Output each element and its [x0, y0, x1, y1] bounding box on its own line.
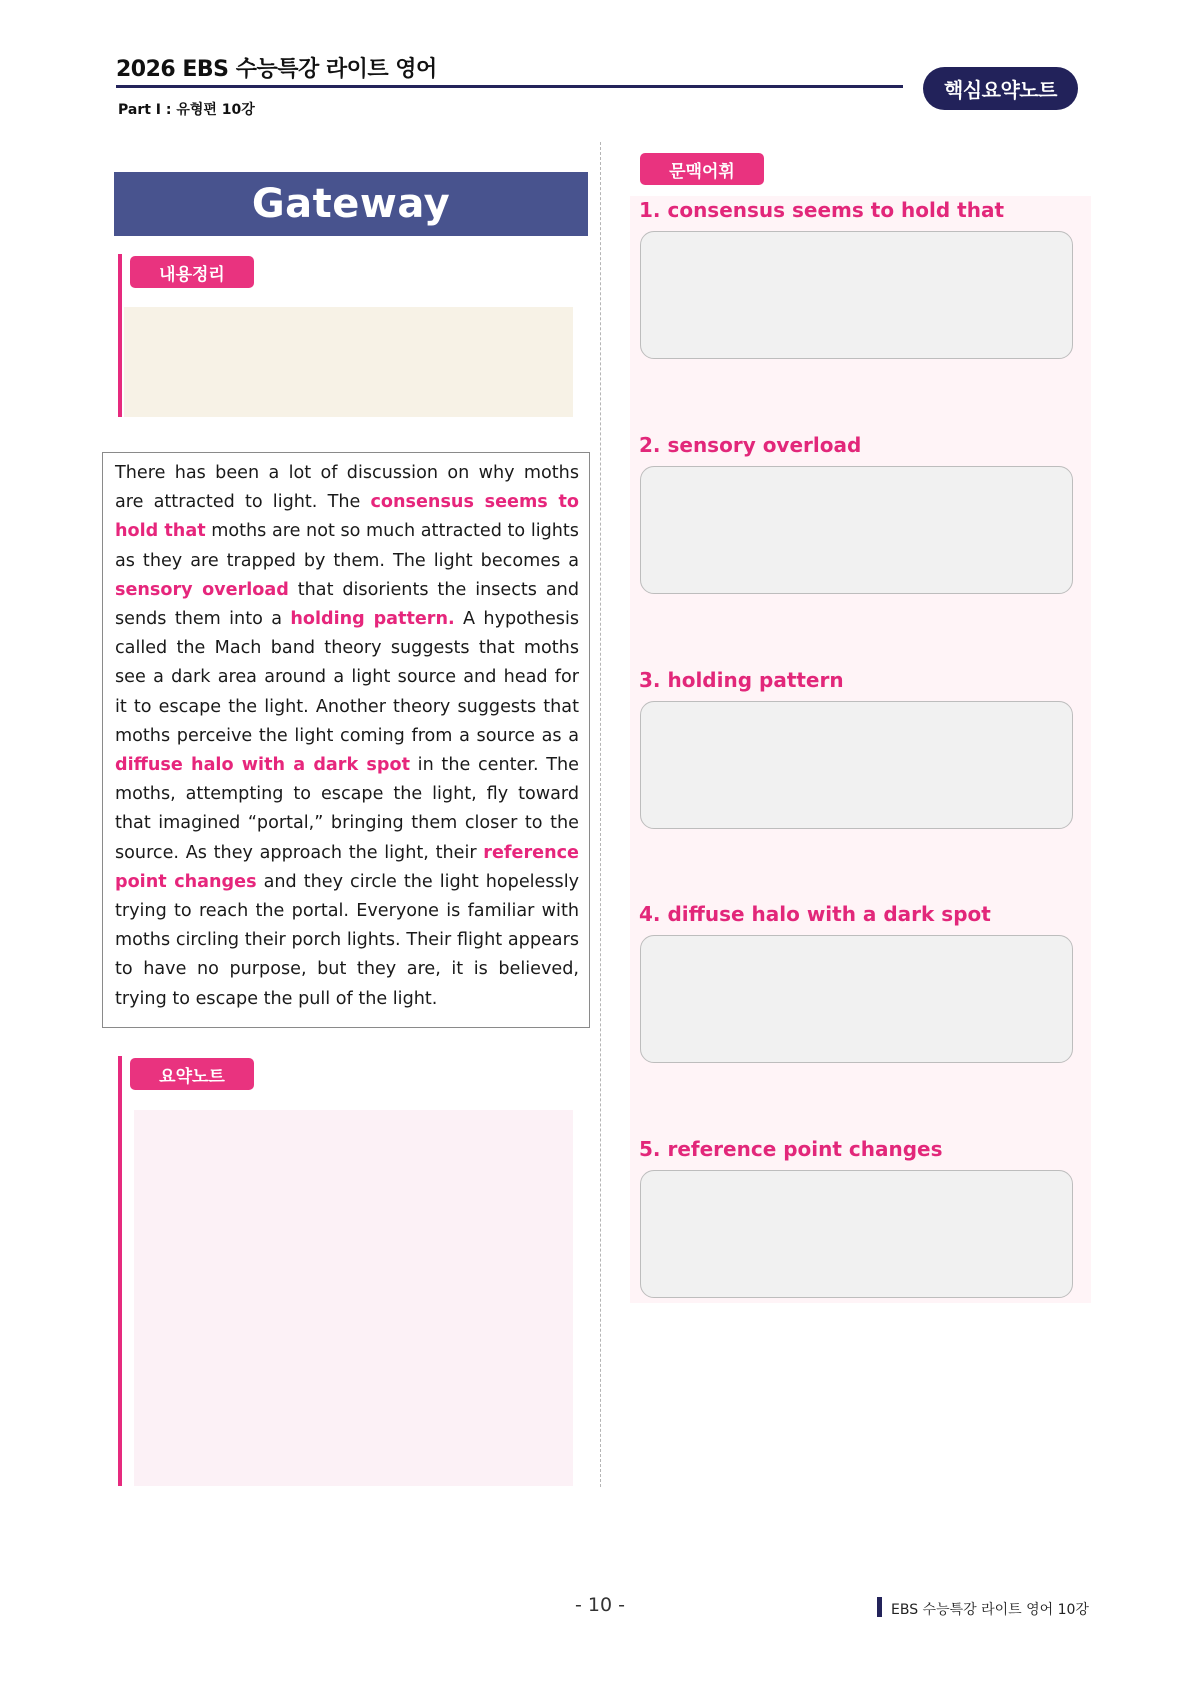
header-rule	[116, 85, 903, 88]
vocab-answer-box[interactable]	[640, 231, 1073, 359]
passage-segment: moths are not so much attracted to lights as they are trapped by them. The light becomes a	[115, 521, 579, 571]
vocab-item-title: 2. sensory overload	[639, 433, 862, 457]
vocab-answer-box[interactable]	[640, 1170, 1073, 1298]
highlighted-phrase: holding pattern.	[290, 609, 455, 630]
passage-segment: and they circle the light hopelessly trying to reach the portal. Everyone is familiar with moths circling their porch lights. Their flight appears to have no purpose, but they are, it is believed, trying to escape the pull of the light.	[115, 871, 579, 1009]
part-label: Part Ⅰ : 유형편 10강	[118, 102, 255, 118]
highlighted-phrase: consensus seems to hold that	[115, 492, 579, 542]
page-number: - 10 -	[575, 1594, 625, 1616]
vocab-item-title: 1. consensus seems to hold that	[639, 198, 1004, 222]
passage-segment: A hypothesis called the Mach band theory suggests that moths see a dark area around a light source and head for it to escape the light. Another theory suggests that moths perceive the light coming from a source as a	[115, 609, 580, 746]
vocab-answer-box[interactable]	[640, 935, 1073, 1063]
passage-segment: There has been a lot of discussion on why moths are attracted to light. The	[115, 463, 579, 513]
content-summary-box[interactable]	[124, 307, 573, 417]
vocab-item-title: 5. reference point changes	[639, 1137, 943, 1161]
vocab-item-title: 3. holding pattern	[639, 668, 844, 692]
context-vocab-label: 문맥어휘	[640, 153, 764, 185]
vocab-answer-box[interactable]	[640, 701, 1073, 829]
passage-segment: in the center. The moths, attempting to escape the light, fly toward that imagined “portal,” bringing them closer to the source. As they approach the light, their	[115, 755, 579, 863]
summary-note-label: 요약노트	[130, 1058, 254, 1090]
vocab-item-title: 4. diffuse halo with a dark spot	[639, 902, 991, 926]
summary-section-bar	[118, 1056, 122, 1486]
summary-note-box[interactable]	[134, 1110, 573, 1486]
footer-marker	[877, 1597, 882, 1617]
passage-text	[115, 459, 579, 1014]
book-title: 2026 EBS 수능특강 라이트 영어	[116, 57, 437, 82]
footer-label: EBS 수능특강 라이트 영어 10강	[891, 1602, 1089, 1618]
content-summary-label: 내용정리	[130, 256, 254, 288]
highlighted-phrase: sensory overload	[115, 579, 289, 600]
content-section-bar	[118, 254, 122, 417]
highlighted-phrase: diffuse halo with a dark spot	[115, 755, 410, 776]
column-divider	[600, 142, 601, 1487]
gateway-banner: Gateway	[114, 172, 588, 236]
highlighted-phrase: reference point changes	[115, 842, 579, 892]
passage-segment: that disorients the insects and sends them into a	[115, 579, 579, 630]
vocab-answer-box[interactable]	[640, 466, 1073, 594]
summary-note-badge: 핵심요약노트	[923, 67, 1078, 110]
